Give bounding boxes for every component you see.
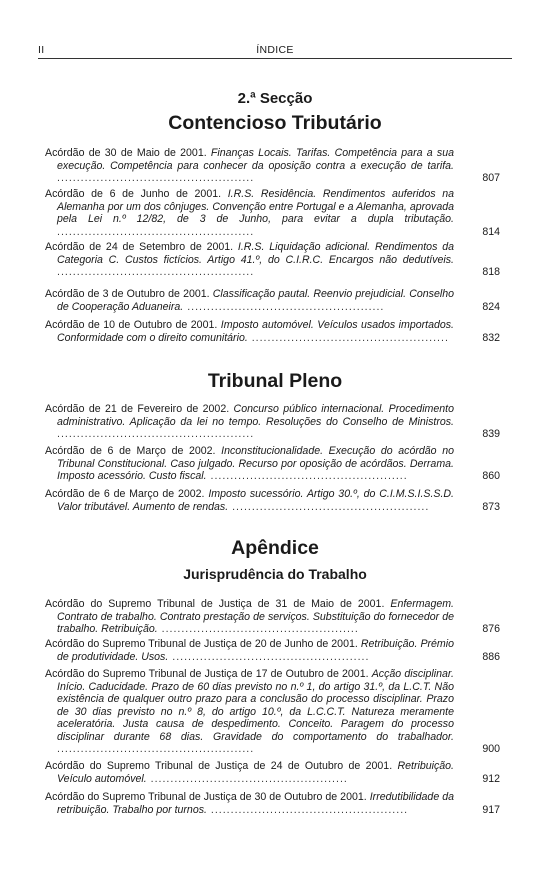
entry-lead: Acórdão de 3 de Outubro de 2001. [45, 288, 213, 300]
entry-page-number: 814 [482, 225, 500, 238]
section-label: 2.ª Secção [237, 90, 313, 107]
index-entry [45, 147, 500, 185]
entry-page-number: 873 [482, 500, 500, 513]
leader-dots: .................................................. [57, 225, 255, 238]
index-entry [45, 760, 500, 785]
entry-page-number: 807 [482, 172, 500, 184]
entry-lead: Acórdão de 24 de Setembro de 2001. [45, 241, 238, 253]
leader-dots: .................................................. [228, 500, 430, 513]
leader-dots: .................................................. [157, 623, 359, 635]
entry-topics: Enfermagem. Contrato de trabalho. Contrato prestação de serviços. Substituição do fornecedor de trabalho. Retribuição. [57, 598, 454, 635]
index-entry [45, 598, 500, 636]
index-entry [45, 241, 500, 279]
entry-page-number: 912 [482, 772, 500, 785]
entry-page-number: 917 [482, 803, 500, 816]
leader-dots: .................................................. [183, 300, 385, 313]
entry-page-number: 876 [482, 623, 500, 635]
entry-topics: Acção disciplinar. Início. Caducidade. Prazo de 60 dias previsto no n.º 1, do artigo 31.º, da L.C.T. Não existência de qualquer outro prazo para a conclusão do processo disciplinar. Prazo de 30 dias previsto no n.º 8, do artigo 10.º, da L.C.C.T. Natureza meramente aceleratória. Justa causa de despedimento. Conceito. Paragem do processo disciplinar durante 68 dias. Gravidade do comportamento do trabalhador. [57, 668, 454, 743]
section-subtitle-trabalho: Jurisprudência do Trabalho [183, 566, 367, 582]
index-entry [45, 188, 500, 238]
entry-page-number: 839 [482, 428, 500, 440]
entry-page-number: 832 [482, 331, 500, 344]
leader-dots: .................................................. [247, 331, 449, 344]
entry-lead: Acórdão de 6 de Março de 2002. [45, 445, 222, 457]
index-entry [45, 791, 500, 816]
index-entry [45, 288, 500, 313]
entry-topics: Retribuição. Prémio de produtividade. Usos. [57, 638, 454, 663]
leader-dots: .................................................. [57, 428, 255, 440]
leader-dots: .................................................. [206, 470, 408, 482]
index-entry [45, 638, 500, 663]
leader-dots: .................................................. [57, 266, 255, 278]
section-title-contencioso: Contencioso Tributário [168, 112, 382, 134]
running-header [38, 38, 512, 59]
index-entry [45, 668, 500, 756]
entry-topics: Concurso público internacional. Procedimento administrativo. Aplicação da lei no tempo. Resoluções do Conselho de Ministros. [57, 403, 454, 428]
entry-topics: Classificação pautal. Reenvio prejudicial. Conselho de Cooperação Aduaneira. [57, 288, 454, 313]
entry-lead: Acórdão de 10 de Outubro de 2001. [45, 319, 221, 331]
entry-page-number: 900 [482, 743, 500, 755]
section-title-apendice: Apêndice [231, 537, 319, 559]
leader-dots: .................................................. [146, 772, 348, 785]
index-entry [45, 319, 500, 344]
entry-lead: Acórdão do Supremo Tribunal de Justiça de 20 de Junho de 2001. [45, 638, 361, 650]
leader-dots: .................................................. [168, 650, 370, 663]
index-entry [45, 403, 500, 441]
entry-lead: Acórdão de 6 de Junho de 2001. [45, 188, 228, 200]
entry-page-number: 818 [482, 266, 500, 278]
entry-page-number: 824 [482, 300, 500, 313]
entry-topics: Retribuição. Veículo automóvel. [57, 760, 454, 785]
leader-dots: .................................................. [206, 803, 409, 816]
index-entry [45, 445, 500, 483]
section-title-pleno: Tribunal Pleno [207, 370, 343, 392]
entry-topics: Inconstitucionalidade. Execução do acórdão no Tribunal Constitucional. Caso julgado. Recurso por oposição de acórdãos. Derrama. Imposto acessório. Custo fiscal. [57, 445, 454, 482]
entry-lead: Acórdão do Supremo Tribunal de Justiça de 30 de Outubro de 2001. [45, 791, 370, 803]
leader-dots: .................................................. [57, 172, 255, 184]
entry-lead: Acórdão do Supremo Tribunal de Justiça de 31 de Maio de 2001. [45, 598, 391, 610]
entry-lead: Acórdão de 21 de Fevereiro de 2002. [45, 403, 234, 415]
index-entry [45, 488, 500, 513]
entry-topics: Finanças Locais. Tarifas. Competência para a sua execução. Competência para conhecer da oposição contra a execução de tarifa. [57, 147, 454, 172]
entry-lead: Acórdão do Supremo Tribunal de Justiça de 24 de Outubro de 2001. [45, 760, 398, 772]
entry-topics: Imposto sucessório. Artigo 30.º, do C.I.M.S.I.S.S.D. Valor tributável. Aumento de rendas. [57, 488, 455, 513]
entry-topics: Imposto automóvel. Veículos usados importados. Conformidade com o direito comunitário. [57, 319, 454, 344]
entry-lead: Acórdão do Supremo Tribunal de Justiça de 17 de Outubro de 2001. [45, 668, 372, 680]
leader-dots: .................................................. [57, 743, 255, 755]
entry-page-number: 886 [482, 650, 500, 663]
entry-topics: I.R.S. Residência. Rendimentos auferidos na Alemanha por um dos cônjuges. Convenção entre Portugal e a Alemanha, aprovada pela Lei n.º 12/82, de 3 de Junho, para evitar a dupla tributação. [57, 188, 454, 225]
entry-lead: Acórdão de 30 de Maio de 2001. [45, 147, 211, 159]
header-page-number: II [38, 44, 45, 56]
entry-lead: Acórdão de 6 de Março de 2002. [45, 488, 209, 500]
header-title: ÍNDICE [256, 44, 294, 56]
entry-topics: Irredutibilidade da retribuição. Trabalho por turnos. [57, 791, 455, 816]
entry-topics: I.R.S. Liquidação adicional. Rendimentos da Categoria C. Custos fictícios. Artigo 41.º, do C.I.R.C. Encargos não dedutíveis. [57, 241, 454, 266]
entry-page-number: 860 [482, 470, 500, 482]
